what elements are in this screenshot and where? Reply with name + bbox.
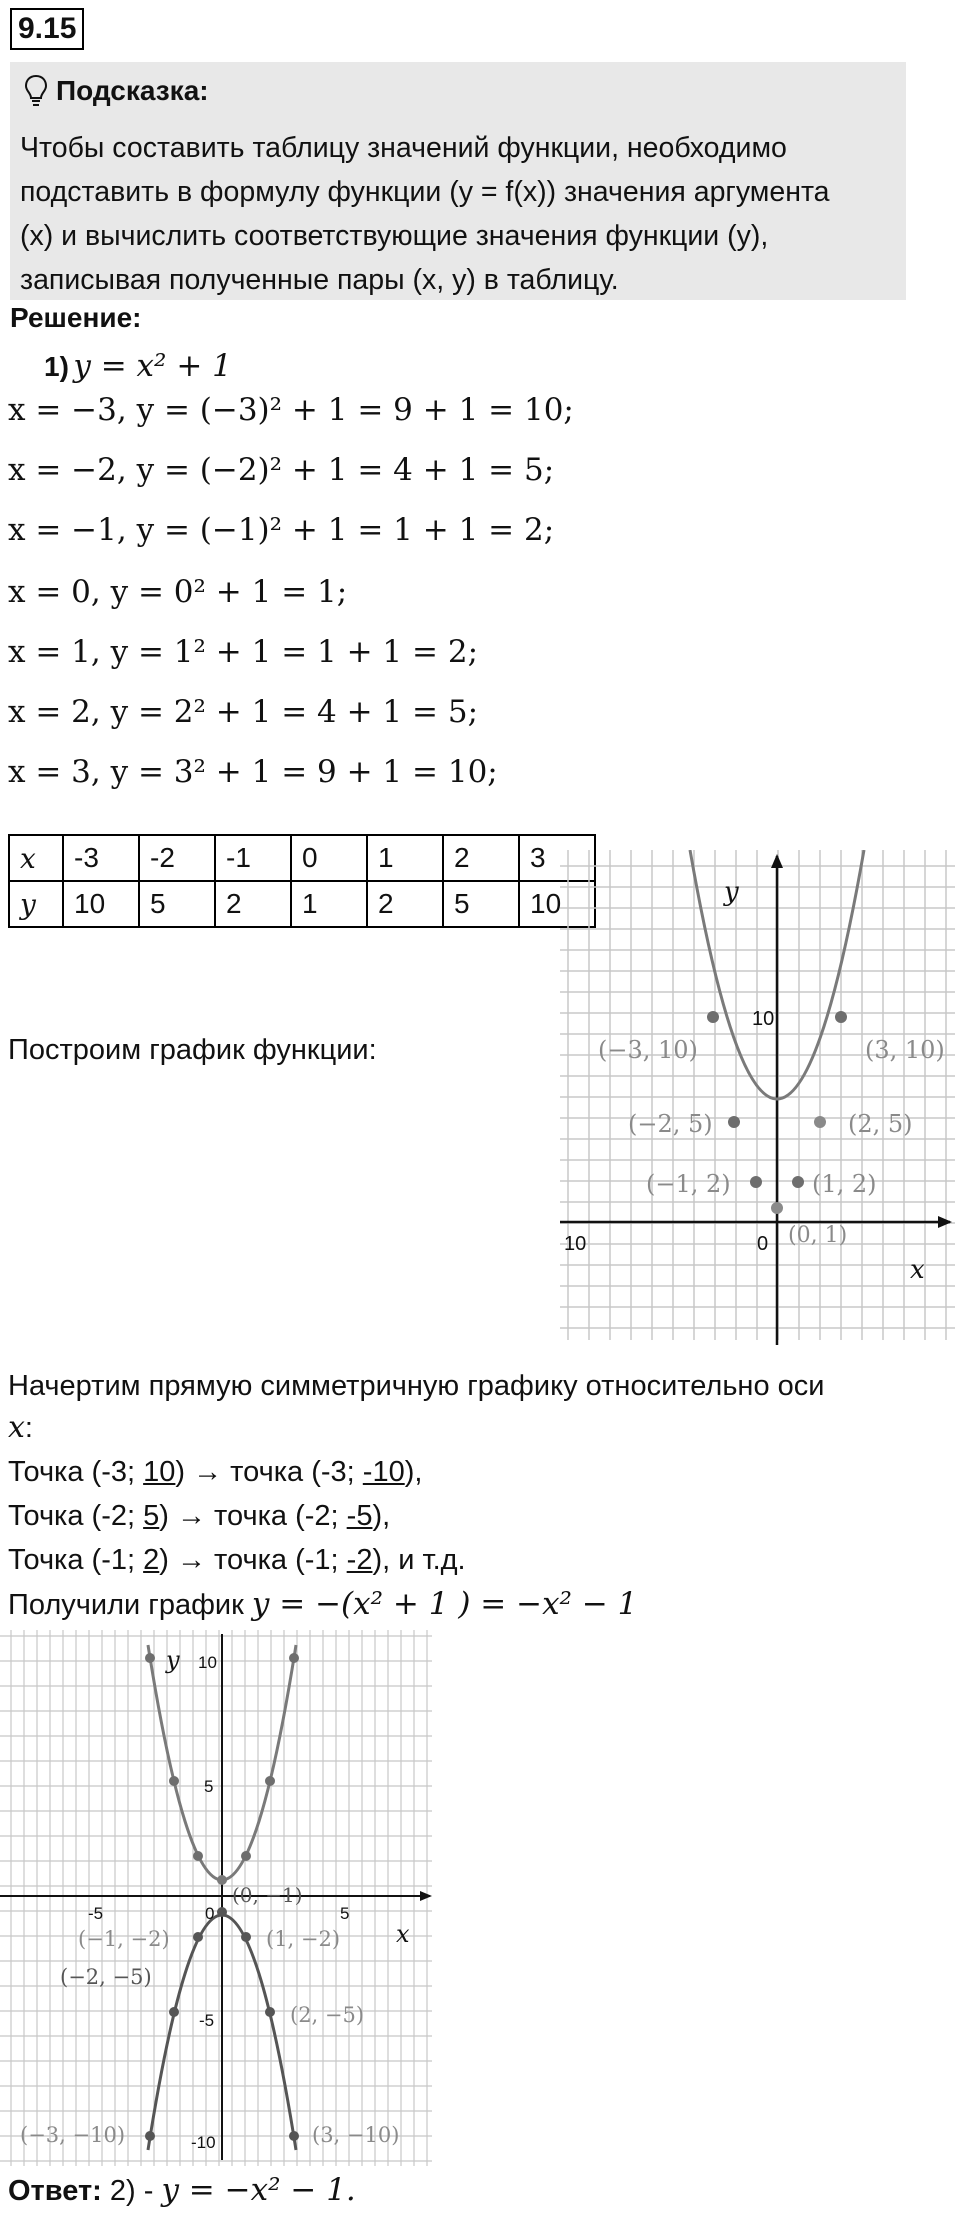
axis-letter: x [8, 1410, 25, 1445]
point [241, 1851, 251, 1861]
computation-line: x = −1, y = (−1)² + 1 = 1 + 1 = 2; [8, 512, 555, 548]
mapping-value: 5 [143, 1500, 160, 1532]
point [145, 1653, 155, 1663]
point-label: (0, 1) [788, 1223, 848, 1248]
computation-line: x = −3, y = (−3)² + 1 = 9 + 1 = 10; [8, 392, 574, 428]
point [193, 1932, 203, 1942]
tick-label: -5 [88, 1904, 104, 1923]
computation-line: x = −2, y = (−2)² + 1 = 4 + 1 = 5; [8, 452, 555, 488]
x-axis-label: x [396, 1920, 410, 1948]
table-header-y: y [9, 881, 63, 927]
point [728, 1116, 740, 1128]
answer-line [8, 2172, 356, 2208]
point [193, 1851, 203, 1861]
mapping-text: Точка (-2; [8, 1500, 144, 1532]
graph-1-grid [560, 850, 955, 1340]
result-prefix: Получили график [8, 1589, 252, 1621]
point-label: (−2, −5) [60, 1965, 152, 1989]
point [145, 2131, 155, 2141]
point [241, 1932, 251, 1942]
tick-label: 5 [204, 1777, 214, 1796]
table-cell: 2 [367, 881, 443, 927]
tick-label: 5 [340, 1904, 350, 1923]
mapping-text: ), [404, 1456, 423, 1488]
point [835, 1011, 847, 1023]
table-cell: 5 [443, 881, 519, 927]
result-formula: y = −(x² + 1 ) = −x² − 1 [251, 1586, 638, 1622]
symmetry-line-1: Начертим прямую симметричную графику относительно оси [8, 1370, 825, 1402]
point-label: (3, −10) [312, 2123, 400, 2147]
mapping-text: Точка (-3; [8, 1456, 144, 1488]
y-axis-label: y [166, 1646, 180, 1674]
mapping-value: 10 [143, 1456, 176, 1488]
mapping-text: ) → точка (-1; [159, 1544, 347, 1576]
mapping-text: ) → точка (-3; [175, 1456, 363, 1488]
point [217, 1907, 227, 1917]
table-cell: -1 [215, 835, 291, 881]
table-cell: 2 [443, 835, 519, 881]
lightbulb-icon [24, 74, 48, 108]
point [814, 1116, 826, 1128]
part-label: 1) [44, 351, 69, 382]
x-axis-arrow [938, 1216, 952, 1228]
origin-label: 0 [205, 1904, 215, 1923]
point-label: (1, −2) [266, 1927, 341, 1951]
tick-label: -10 [191, 2133, 216, 2152]
tick-label: 10 [564, 1233, 587, 1255]
mapping-text: ), и т.д. [372, 1544, 466, 1576]
computation-line: x = 3, y = 3² + 1 = 9 + 1 = 10; [8, 754, 498, 790]
hint-text [20, 126, 892, 302]
hint-line: записывая полученные пары (x, y) в таблицу. [20, 264, 619, 296]
table-cell: 10 [519, 881, 595, 927]
point [792, 1176, 804, 1188]
hint-line: (x) и вычислить соответствующие значения функции (y), [20, 220, 769, 252]
mapping-text: Точка (-1; [8, 1544, 144, 1576]
point-label: (−1, 2) [646, 1170, 731, 1198]
x-axis-arrow [420, 1891, 432, 1901]
y-axis-label: y [724, 877, 739, 907]
table-cell: 5 [139, 881, 215, 927]
table-cell: -3 [63, 835, 139, 881]
mapping-text: ) → точка (-2; [159, 1500, 347, 1532]
hint-line: подставить в формулу функции (y = f(x)) значения аргумента [20, 176, 830, 208]
point-label: (−2, 5) [628, 1110, 713, 1138]
table-row [9, 835, 595, 881]
part-formula: y = x² + 1 [73, 348, 232, 384]
origin-label: 0 [757, 1233, 769, 1255]
point-label: (1, 2) [812, 1170, 877, 1198]
symmetry-axis [8, 1410, 33, 1445]
point-label: (−3, −10) [20, 2123, 126, 2147]
hint-title: Подсказка: [56, 75, 209, 106]
tick-label: -5 [199, 2011, 215, 2030]
point [771, 1202, 783, 1214]
y-axis-arrow [771, 854, 783, 868]
graph-2-grid [0, 1630, 432, 2166]
table-cell: 3 [519, 835, 595, 881]
mapping-value: -2 [346, 1544, 373, 1576]
mapping-row [8, 1500, 390, 1533]
mapping-row [8, 1456, 422, 1489]
values-table [8, 834, 596, 928]
part-heading [44, 348, 232, 384]
mapping-text: ), [372, 1500, 391, 1532]
tick-label: 10 [752, 1008, 775, 1030]
point-label: (0, −1) [232, 1883, 303, 1907]
point [707, 1011, 719, 1023]
table-row [9, 881, 595, 927]
table-cell: 10 [63, 881, 139, 927]
graph-1 [560, 850, 960, 1350]
solution-title: Решение: [10, 302, 142, 333]
point [169, 1776, 179, 1786]
computation-line: x = 2, y = 2² + 1 = 4 + 1 = 5; [8, 694, 479, 730]
result-line [8, 1586, 637, 1622]
table-cell: 1 [291, 881, 367, 927]
point-label: (2, 5) [848, 1110, 913, 1138]
tick-label: 10 [198, 1653, 217, 1672]
x-axis-label: x [910, 1255, 925, 1285]
table-cell: 2 [215, 881, 291, 927]
point [265, 1776, 275, 1786]
point [750, 1176, 762, 1188]
answer-label: Ответ: [8, 2175, 102, 2207]
answer-formula: y = −x² − 1. [161, 2172, 356, 2208]
mapping-value: -5 [346, 1500, 373, 1532]
computation-line: x = 0, y = 0² + 1 = 1; [8, 574, 348, 610]
table-cell: 0 [291, 835, 367, 881]
mapping-value: 2 [143, 1544, 160, 1576]
point-label: (3, 10) [865, 1036, 945, 1064]
table-header-x: x [9, 835, 63, 881]
point-label: (2, −5) [290, 2003, 365, 2027]
table-cell: -2 [139, 835, 215, 881]
hint-box [10, 62, 906, 300]
point [289, 2131, 299, 2141]
hint-line: Чтобы составить таблицу значений функции, необходимо [20, 132, 787, 164]
mapping-value: -10 [362, 1456, 405, 1488]
hint-header [24, 74, 209, 108]
point [265, 2007, 275, 2017]
axis-colon: : [24, 1412, 33, 1444]
computation-line: x = 1, y = 1² + 1 = 1 + 1 = 2; [8, 634, 479, 670]
point [217, 1875, 227, 1885]
point-label: (−3, 10) [598, 1036, 698, 1064]
build-graph-text: Построим график функции: [8, 1034, 377, 1066]
point [289, 1653, 299, 1663]
problem-number: 9.15 [10, 8, 84, 50]
graph-2 [0, 1630, 440, 2170]
point [169, 2007, 179, 2017]
answer-choice: 2) - [101, 2175, 162, 2207]
point-label: (−1, −2) [78, 1927, 170, 1951]
mapping-row [8, 1544, 466, 1577]
table-cell: 1 [367, 835, 443, 881]
